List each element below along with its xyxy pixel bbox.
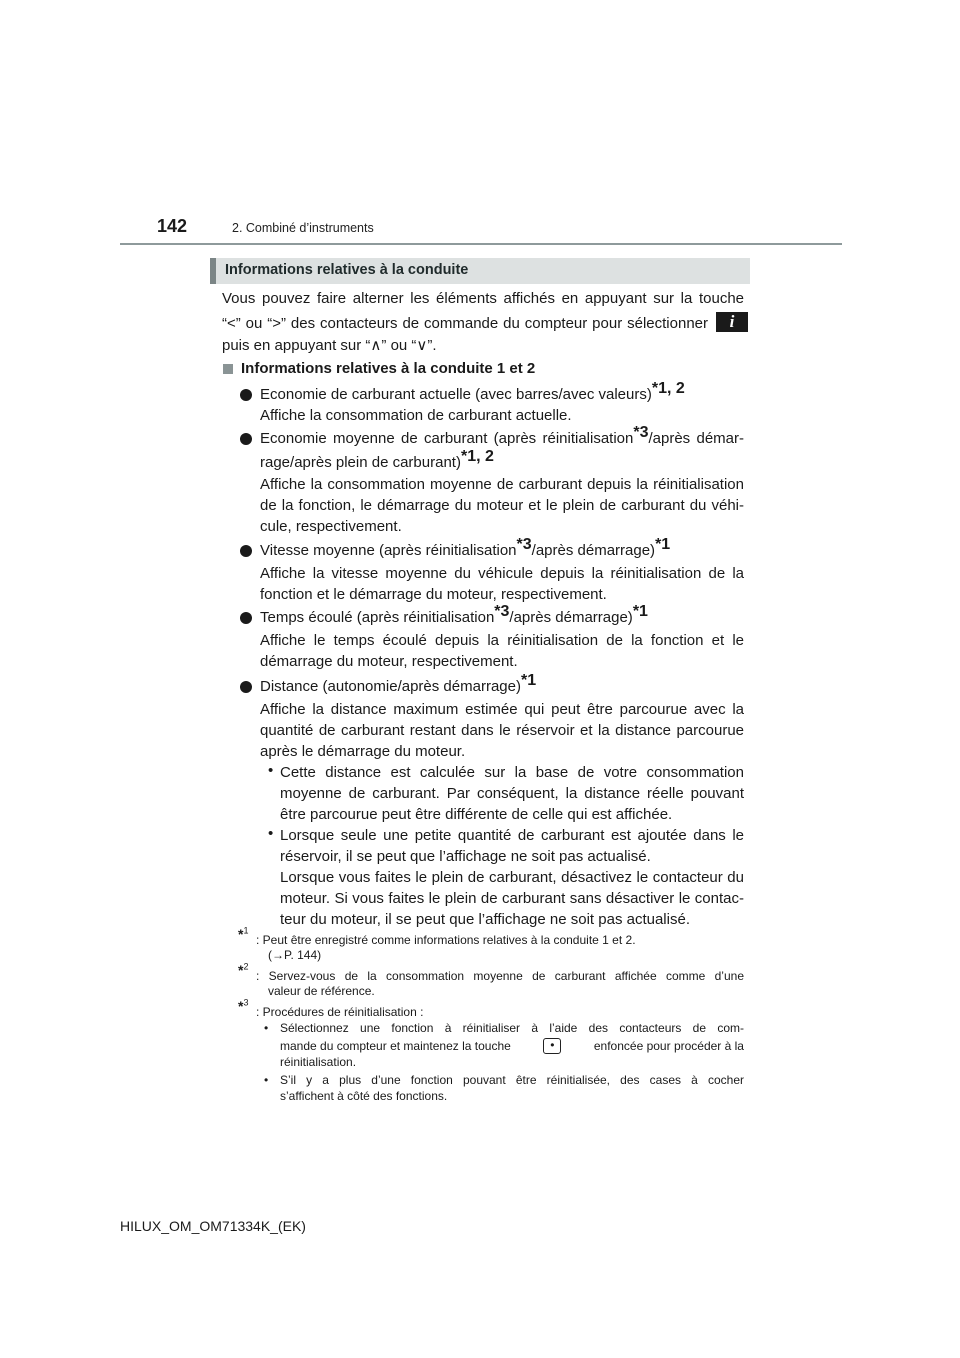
note-bullet: • — [268, 825, 274, 842]
note-2-line-1: Lorsque seule une petite quantité de carburant est ajoutée dans le — [280, 827, 744, 844]
note-1-line-2: moyenne de carburant. Par conséquent, la distance réelle pouvant — [280, 785, 744, 802]
square-bullet-icon — [223, 364, 233, 374]
item-title-5: Distance (autonomie/après démarrage)$^{*1}$ — [260, 672, 537, 695]
item-title-4: Temps écoulé (après réinitialisation$^{*3}$/après démarrage)$^{*1}$ — [260, 603, 648, 626]
item-desc-2-line-2: de la fonction, le démarrage du moteur et le plein de carburant du véhi- — [260, 497, 744, 514]
footnote-2-line-1: : Servez-vous de la consommation moyenne de carburant affichée comme d’une — [256, 969, 744, 983]
dot-key-icon: • — [543, 1038, 561, 1054]
item-desc-1: Affiche la consommation de carburant actuelle. — [260, 407, 572, 424]
item-desc-3-line-2: fonction et le démarrage du moteur, respectivement. — [260, 586, 607, 603]
footnote-1-line-2: (→P. 144) — [268, 948, 322, 962]
item-title-1: Economie de carburant actuelle (avec barres/avec valeurs)$^{*1, 2}$ — [260, 380, 685, 403]
item-title-2b: rage/après plein de carburant)$^{*1, 2}$ — [260, 448, 494, 471]
bullet-icon — [240, 545, 252, 557]
footnote-3-bullet-2-line-1: S’il y a plus d’une fonction pouvant être réinitialisée, des cases à cocher — [280, 1073, 744, 1087]
item-desc-5-line-1: Affiche la distance maximum estimée qui peut être parcourue avec la — [260, 701, 744, 718]
note-2-line-5: teur du moteur, il se peut que l’affichage ne soit pas actualisé. — [280, 911, 690, 928]
item-desc-4-line-2: démarrage du moteur, respectivement. — [260, 653, 518, 670]
item-desc-5-line-3: après le démarrage du moteur. — [260, 743, 466, 760]
footnote-bullet: • — [264, 1073, 269, 1087]
info-icon: i — [716, 312, 748, 332]
footnote-3-bullet-1-line-3: réinitialisation. — [280, 1055, 357, 1069]
footnote-1-mark: *$^1$ — [238, 925, 249, 942]
bullet-icon — [240, 681, 252, 693]
footnote-2-mark: *$^2$ — [238, 961, 249, 978]
header-divider — [120, 243, 842, 245]
item-desc-3-line-1: Affiche la vitesse moyenne du véhicule depuis la réinitialisation de la — [260, 565, 744, 582]
intro-line-1: Vous pouvez faire alterner les éléments affichés en appuyant sur la touche — [222, 290, 744, 307]
item-title-2a: Economie moyenne de carburant (après réinitialisation$^{*3}$/après démar- — [260, 424, 744, 447]
footnote-3-bullet-1-line-2: mande du compteur et maintenez la touche • enfoncée pour procéder à la — [280, 1038, 744, 1053]
item-desc-5-line-2: quantité de carburant restant dans le réservoir et la distance parcourue — [260, 722, 744, 739]
item-desc-4-line-1: Affiche le temps écoulé depuis la réinitialisation de la fonction et le — [260, 632, 744, 649]
note-bullet: • — [268, 762, 274, 779]
note-2-line-2: réservoir, il se peut que l’affichage ne soit pas actualisé. — [280, 848, 651, 865]
chapter-title: 2. Combiné d’instruments — [232, 221, 374, 235]
footnote-3-line-1: : Procédures de réinitialisation : — [256, 1005, 424, 1019]
note-1-line-3: être parcourue peut être différente de celle qui est affichée. — [280, 806, 673, 823]
section-title: Informations relatives à la conduite — [225, 262, 469, 278]
note-1-line-1: Cette distance est calculée sur la base de votre consommation — [280, 764, 744, 781]
footnote-3-bullet-2-line-2: s’affichent à côté des fonctions. — [280, 1089, 448, 1103]
bullet-icon — [240, 433, 252, 445]
note-2-line-4: moteur. Si vous faites le plein de carburant sans désactiver le contac- — [280, 890, 744, 907]
item-title-3: Vitesse moyenne (après réinitialisation$^{*3}$/après démarrage)$^{*1}$ — [260, 536, 671, 559]
intro-line-3: puis en appuyant sur “∧” ou “∨”. — [222, 337, 437, 354]
footnote-bullet: • — [264, 1021, 269, 1035]
document-code: HILUX_OM_OM71334K_(EK) — [120, 1218, 306, 1234]
item-desc-2-line-1: Affiche la consommation moyenne de carburant depuis la réinitialisation — [260, 476, 744, 493]
subsection-title: Informations relatives à la conduite 1 et 2 — [241, 360, 536, 377]
item-desc-2-line-3: cule, respectivement. — [260, 518, 402, 535]
page-number: 142 — [157, 216, 188, 236]
section-heading-bar — [210, 258, 750, 284]
footnote-1-line-1: : Peut être enregistré comme informations relatives à la conduite 1 et 2. — [256, 933, 636, 947]
bullet-icon — [240, 612, 252, 624]
footnote-3-bullet-1-line-1: Sélectionnez une fonction à réinitialiser à l’aide des contacteurs de com- — [280, 1021, 744, 1035]
footnote-3-mark: *$^3$ — [238, 997, 249, 1014]
footnote-2-line-2: valeur de référence. — [268, 984, 375, 998]
note-2-line-3: Lorsque vous faites le plein de carburant, désactivez le contacteur du — [280, 869, 744, 886]
bullet-icon — [240, 389, 252, 401]
intro-line-2: “<” ou “>” des contacteurs de commande du compteur pour sélectionner — [222, 315, 708, 332]
